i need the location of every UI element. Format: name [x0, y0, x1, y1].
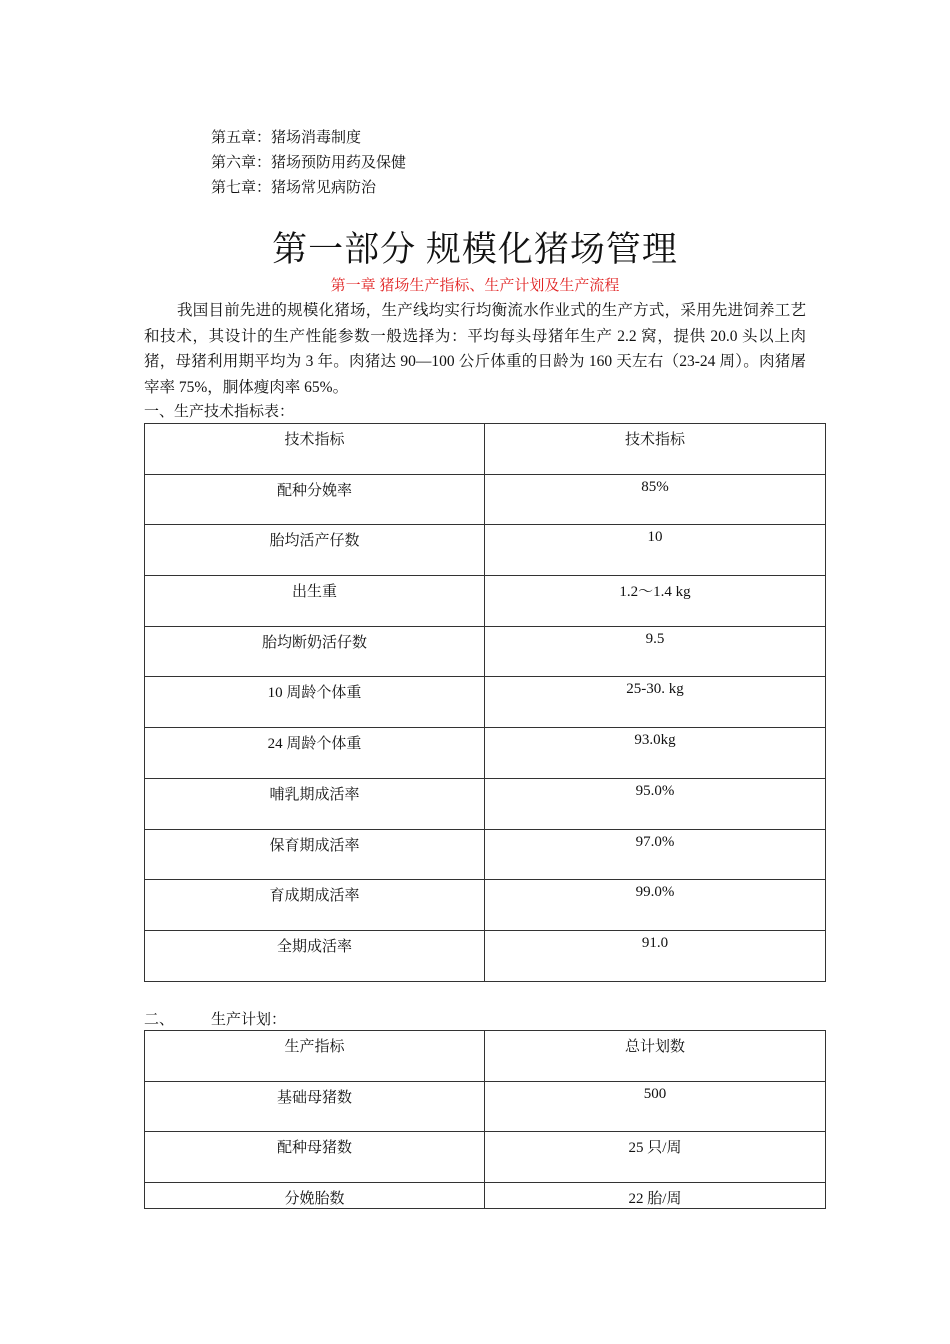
table-row	[145, 1183, 826, 1209]
header-cell: 总计划数	[485, 1031, 826, 1082]
indicator-cell: 保育期成活率	[145, 829, 485, 880]
section2-heading-text: 生产计划：	[211, 1012, 287, 1028]
chapter-title: 第一章 猪场生产指标、生产计划及生产流程	[330, 278, 620, 294]
value-cell: 93.0kg	[485, 728, 826, 779]
intro-paragraph: 我国目前先进的规模化猪场，生产线均实行均衡流水作业式的生产方式，采用先进饲养工艺和技术，其设计的生产性能参数一般选择为：平均每头母猪年生产 2.2 窝，提供 20.0 头以上肉猪，母猪利用期平均为 3 年。肉猪达 90—100 公斤体重的日龄为 160 天左右（23-24 周）。肉猪屠宰率 75%，胴体瘦肉率 65%。	[144, 302, 806, 396]
value-cell: 95.0%	[485, 778, 826, 829]
table-header-row	[145, 1031, 826, 1082]
header-cell: 技术指标	[145, 424, 485, 475]
indicator-cell: 胎均断奶活仔数	[145, 626, 485, 677]
value-cell: 500	[485, 1081, 826, 1132]
table-row	[145, 677, 826, 728]
header-cell: 生产指标	[145, 1031, 485, 1082]
value-cell: 25-30. kg	[485, 677, 826, 728]
value-cell: 85%	[485, 474, 826, 525]
indicator-cell: 10 周龄个体重	[145, 677, 485, 728]
indicator-cell: 育成期成活率	[145, 880, 485, 931]
table-of-contents	[211, 126, 406, 201]
value-cell: 25 只/周	[485, 1132, 826, 1183]
value-cell: 99.0%	[485, 880, 826, 931]
table-row	[145, 626, 826, 677]
table-row	[145, 1132, 826, 1183]
toc-item: 第五章：猪场消毒制度	[211, 130, 362, 146]
value-cell: 10	[485, 525, 826, 576]
indicator-cell: 哺乳期成活率	[145, 778, 485, 829]
part-title: 第一部分 规模化猪场管理	[272, 230, 678, 269]
table-row	[145, 778, 826, 829]
value-cell: 22 胎/周	[485, 1183, 826, 1209]
table-row	[145, 525, 826, 576]
section1-heading: 一、生产技术指标表：	[144, 404, 295, 420]
toc-item: 第七章：猪场常见病防治	[211, 180, 377, 196]
value-cell: 1.2～1.4 kg	[485, 576, 826, 627]
section2-heading	[144, 1010, 286, 1030]
indicator-cell: 分娩胎数	[145, 1183, 485, 1209]
toc-item: 第六章：猪场预防用药及保健	[211, 155, 407, 171]
production-plan-table	[144, 1030, 826, 1209]
table-row	[145, 829, 826, 880]
table-row	[145, 1081, 826, 1132]
value-cell: 97.0%	[485, 829, 826, 880]
indicator-cell: 全期成活率	[145, 930, 485, 981]
indicator-cell: 胎均活产仔数	[145, 525, 485, 576]
table-row	[145, 474, 826, 525]
value-cell: 91.0	[485, 930, 826, 981]
table-row	[145, 728, 826, 779]
production-technical-indicators-table	[144, 423, 826, 982]
value-cell: 9.5	[485, 626, 826, 677]
indicator-cell: 基础母猪数	[145, 1081, 485, 1132]
section2-heading-number: 二、	[144, 1012, 175, 1028]
indicator-cell: 配种分娩率	[145, 474, 485, 525]
table-row	[145, 880, 826, 931]
indicator-cell: 24 周龄个体重	[145, 728, 485, 779]
table-row	[145, 576, 826, 627]
table-header-row	[145, 424, 826, 475]
indicator-cell: 出生重	[145, 576, 485, 627]
indicator-cell: 配种母猪数	[145, 1132, 485, 1183]
header-cell: 技术指标	[485, 424, 826, 475]
table-row	[145, 930, 826, 981]
